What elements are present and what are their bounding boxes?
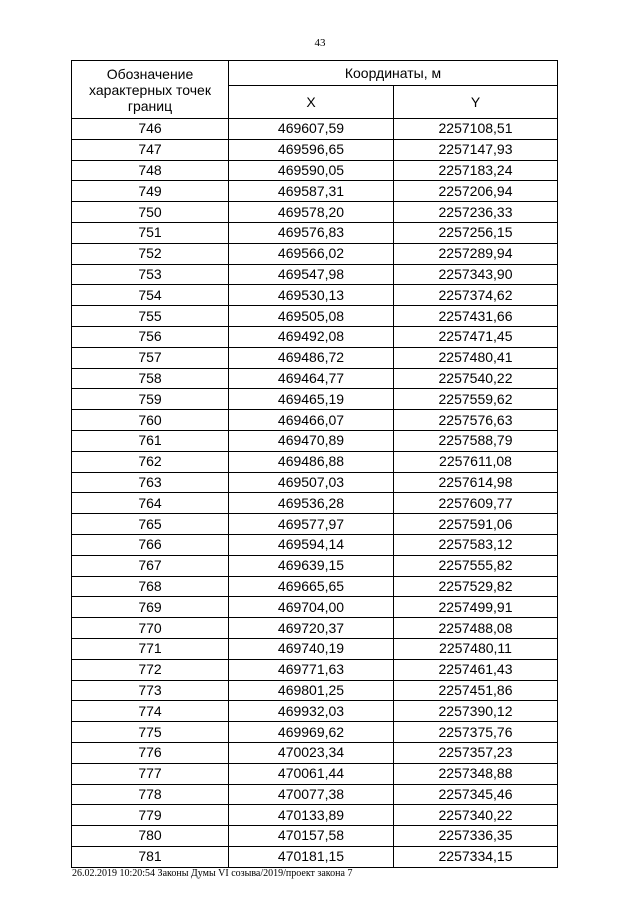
table-row	[72, 555, 558, 576]
x-cell: 469486,88	[229, 451, 394, 472]
x-cell: 469576,83	[229, 222, 394, 243]
table-header	[72, 61, 558, 119]
point-cell: 755	[72, 306, 229, 327]
point-cell: 768	[72, 576, 229, 597]
header-y: Y	[394, 86, 558, 119]
y-cell: 2257555,82	[394, 555, 558, 576]
y-cell: 2257461,43	[394, 659, 558, 680]
point-cell: 762	[72, 451, 229, 472]
x-cell: 470061,44	[229, 763, 394, 784]
table-row	[72, 243, 558, 264]
x-cell: 469536,28	[229, 493, 394, 514]
y-cell: 2257451,86	[394, 680, 558, 701]
x-cell: 469566,02	[229, 243, 394, 264]
point-cell: 749	[72, 181, 229, 202]
x-cell: 469465,19	[229, 389, 394, 410]
x-cell: 469720,37	[229, 618, 394, 639]
point-cell: 770	[72, 618, 229, 639]
coordinates-table	[71, 60, 558, 868]
y-cell: 2257343,90	[394, 264, 558, 285]
y-cell: 2257374,62	[394, 285, 558, 306]
x-cell: 469969,62	[229, 722, 394, 743]
table-body	[72, 119, 558, 868]
point-cell: 754	[72, 285, 229, 306]
x-cell: 469486,72	[229, 347, 394, 368]
table-row	[72, 368, 558, 389]
y-cell: 2257345,46	[394, 784, 558, 805]
point-cell: 750	[72, 202, 229, 223]
table-row	[72, 119, 558, 140]
point-cell: 758	[72, 368, 229, 389]
y-cell: 2257183,24	[394, 160, 558, 181]
point-cell: 777	[72, 763, 229, 784]
y-cell: 2257591,06	[394, 514, 558, 535]
table-row	[72, 202, 558, 223]
y-cell: 2257348,88	[394, 763, 558, 784]
point-cell: 778	[72, 784, 229, 805]
footer-note: 26.02.2019 10:20:54 Законы Думы VI созыва/2019/проект закона 7	[72, 868, 353, 879]
y-cell: 2257480,11	[394, 638, 558, 659]
table-row	[72, 784, 558, 805]
table-row	[72, 659, 558, 680]
y-cell: 2257540,22	[394, 368, 558, 389]
x-cell: 469507,03	[229, 472, 394, 493]
x-cell: 470181,15	[229, 846, 394, 867]
x-cell: 470023,34	[229, 742, 394, 763]
y-cell: 2257614,98	[394, 472, 558, 493]
y-cell: 2257108,51	[394, 119, 558, 140]
point-cell: 752	[72, 243, 229, 264]
x-cell: 469594,14	[229, 534, 394, 555]
header-point-label: Обозначение характерных точек границ	[72, 61, 229, 119]
y-cell: 2257471,45	[394, 326, 558, 347]
x-cell: 469505,08	[229, 306, 394, 327]
y-cell: 2257147,93	[394, 139, 558, 160]
x-cell: 469492,08	[229, 326, 394, 347]
table-row	[72, 410, 558, 431]
page-number: 43	[314, 37, 326, 49]
table-row	[72, 597, 558, 618]
point-cell: 764	[72, 493, 229, 514]
y-cell: 2257336,35	[394, 826, 558, 847]
point-cell: 767	[72, 555, 229, 576]
table-row	[72, 306, 558, 327]
x-cell: 469665,65	[229, 576, 394, 597]
point-cell: 775	[72, 722, 229, 743]
point-cell: 771	[72, 638, 229, 659]
point-cell: 757	[72, 347, 229, 368]
x-cell: 469578,20	[229, 202, 394, 223]
table-row	[72, 846, 558, 867]
point-cell: 747	[72, 139, 229, 160]
x-cell: 469464,77	[229, 368, 394, 389]
y-cell: 2257334,15	[394, 846, 558, 867]
x-cell: 470077,38	[229, 784, 394, 805]
y-cell: 2257529,82	[394, 576, 558, 597]
x-cell: 470133,89	[229, 805, 394, 826]
point-cell: 761	[72, 430, 229, 451]
x-cell: 469607,59	[229, 119, 394, 140]
point-cell: 774	[72, 701, 229, 722]
x-cell: 469596,65	[229, 139, 394, 160]
table-row	[72, 618, 558, 639]
table-row	[72, 430, 558, 451]
table-row	[72, 451, 558, 472]
y-cell: 2257206,94	[394, 181, 558, 202]
point-cell: 779	[72, 805, 229, 826]
y-cell: 2257611,08	[394, 451, 558, 472]
table-row	[72, 139, 558, 160]
y-cell: 2257256,15	[394, 222, 558, 243]
table-row	[72, 472, 558, 493]
x-cell: 469530,13	[229, 285, 394, 306]
x-cell: 469547,98	[229, 264, 394, 285]
point-cell: 759	[72, 389, 229, 410]
y-cell: 2257390,12	[394, 701, 558, 722]
y-cell: 2257375,76	[394, 722, 558, 743]
y-cell: 2257431,66	[394, 306, 558, 327]
point-cell: 753	[72, 264, 229, 285]
table-row	[72, 347, 558, 368]
header-coordinates: Координаты, м	[229, 61, 558, 86]
y-cell: 2257588,79	[394, 430, 558, 451]
point-cell: 769	[72, 597, 229, 618]
y-cell: 2257609,77	[394, 493, 558, 514]
table-row	[72, 514, 558, 535]
table-row	[72, 763, 558, 784]
table-row	[72, 805, 558, 826]
table-row	[72, 680, 558, 701]
table-row	[72, 826, 558, 847]
point-cell: 766	[72, 534, 229, 555]
table-row	[72, 576, 558, 597]
point-cell: 746	[72, 119, 229, 140]
point-cell: 772	[72, 659, 229, 680]
y-cell: 2257236,33	[394, 202, 558, 223]
x-cell: 469470,89	[229, 430, 394, 451]
point-cell: 760	[72, 410, 229, 431]
x-cell: 469466,07	[229, 410, 394, 431]
x-cell: 469801,25	[229, 680, 394, 701]
y-cell: 2257340,22	[394, 805, 558, 826]
table-row	[72, 493, 558, 514]
table-row	[72, 638, 558, 659]
y-cell: 2257583,12	[394, 534, 558, 555]
table-row	[72, 534, 558, 555]
x-cell: 469577,97	[229, 514, 394, 535]
y-cell: 2257480,41	[394, 347, 558, 368]
table-row	[72, 160, 558, 181]
header-x: X	[229, 86, 394, 119]
point-cell: 765	[72, 514, 229, 535]
x-cell: 469590,05	[229, 160, 394, 181]
point-cell: 776	[72, 742, 229, 763]
y-cell: 2257488,08	[394, 618, 558, 639]
x-cell: 469740,19	[229, 638, 394, 659]
y-cell: 2257289,94	[394, 243, 558, 264]
table-row	[72, 701, 558, 722]
x-cell: 469587,31	[229, 181, 394, 202]
x-cell: 469771,63	[229, 659, 394, 680]
point-cell: 748	[72, 160, 229, 181]
table-row	[72, 264, 558, 285]
table-row	[72, 222, 558, 243]
point-cell: 763	[72, 472, 229, 493]
y-cell: 2257357,23	[394, 742, 558, 763]
x-cell: 469932,03	[229, 701, 394, 722]
table-row	[72, 389, 558, 410]
point-cell: 756	[72, 326, 229, 347]
y-cell: 2257576,63	[394, 410, 558, 431]
x-cell: 469704,00	[229, 597, 394, 618]
table-row	[72, 181, 558, 202]
table-row	[72, 326, 558, 347]
x-cell: 469639,15	[229, 555, 394, 576]
point-cell: 781	[72, 846, 229, 867]
table-row	[72, 722, 558, 743]
table-row	[72, 742, 558, 763]
point-cell: 751	[72, 222, 229, 243]
point-cell: 773	[72, 680, 229, 701]
point-cell: 780	[72, 826, 229, 847]
y-cell: 2257559,62	[394, 389, 558, 410]
table-row	[72, 285, 558, 306]
x-cell: 470157,58	[229, 826, 394, 847]
y-cell: 2257499,91	[394, 597, 558, 618]
